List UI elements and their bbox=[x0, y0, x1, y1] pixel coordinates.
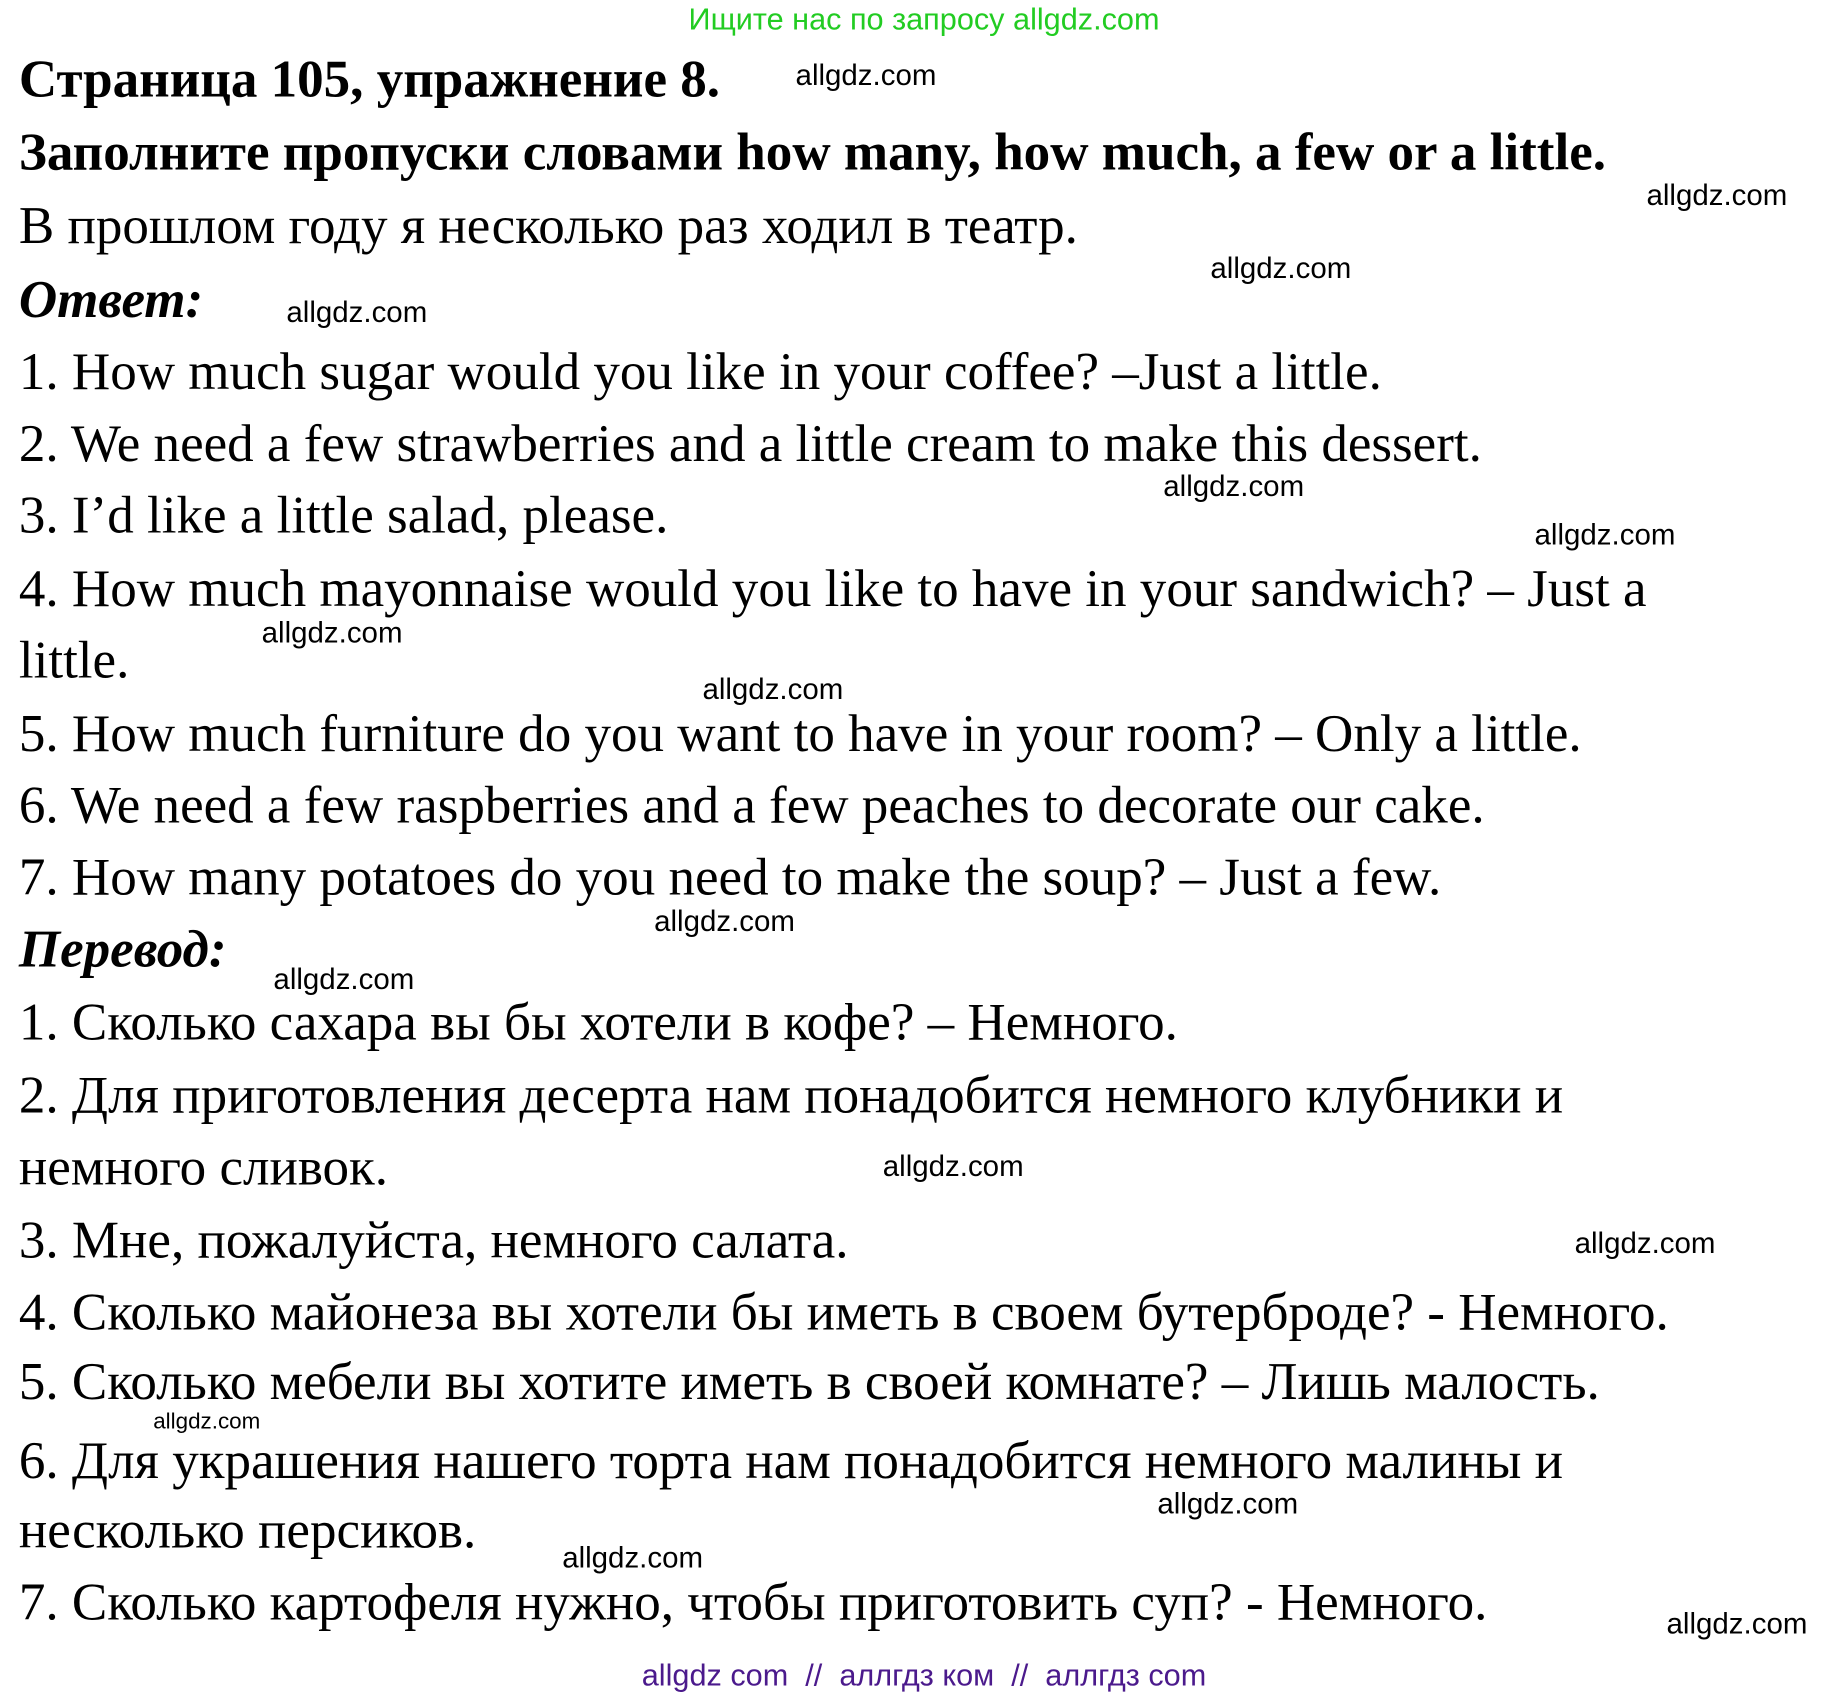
translation-line: 2. Для приготовления десерта нам понадобится немного клубники и bbox=[18, 1065, 1564, 1125]
search-banner: Ищите нас по запросу allgdz.com bbox=[688, 1, 1160, 37]
watermark: allgdz.com bbox=[654, 905, 795, 939]
watermark: allgdz.com bbox=[261, 616, 403, 650]
answer-line: 4. How much mayonnaise would you like to have in your sandwich? – Just a bbox=[18, 558, 1647, 618]
watermark: allgdz.com bbox=[1210, 252, 1352, 286]
translation-line: несколько персиков. bbox=[18, 1500, 477, 1560]
translation-line: немного сливок. bbox=[18, 1137, 389, 1197]
watermark: allgdz.com bbox=[1666, 1607, 1808, 1641]
translation-line: 4. Сколько майонеза вы хотели бы иметь в своем бутерброде? - Немного. bbox=[18, 1282, 1669, 1342]
answer-heading: Ответ: bbox=[18, 269, 204, 329]
watermark: allgdz.com bbox=[702, 672, 844, 706]
watermark: allgdz.com bbox=[1646, 179, 1788, 213]
answer-line: 1. How much sugar would you like in your coffee? –Just a little. bbox=[18, 341, 1382, 401]
translation-line: 7. Сколько картофеля нужно, чтобы приготовить суп? - Немного. bbox=[18, 1572, 1488, 1632]
watermark: allgdz.com bbox=[286, 295, 428, 329]
exercise-sentence: В прошлом году я несколько раз ходил в театр. bbox=[18, 195, 1078, 255]
translation-line: 5. Сколько мебели вы хотите иметь в своей комнате? – Лишь малость. bbox=[18, 1351, 1600, 1411]
exercise-instruction: Заполните пропуски словами how many, how much, a few or a little. bbox=[18, 122, 1607, 182]
watermark: allgdz.com bbox=[1157, 1487, 1299, 1521]
watermark: allgdz.com bbox=[153, 1409, 261, 1435]
watermark: allgdz.com bbox=[562, 1541, 704, 1575]
footer-links: allgdz com // аллгдз ком // аллгдз com bbox=[641, 1657, 1207, 1693]
translation-heading: Перевод: bbox=[18, 919, 227, 979]
answer-line: 6. We need a few raspberries and a few peaches to decorate our cake. bbox=[18, 775, 1485, 835]
watermark: allgdz.com bbox=[882, 1150, 1024, 1184]
watermark: allgdz.com bbox=[1574, 1226, 1716, 1260]
answer-line: 2. We need a few strawberries and a little cream to make this dessert. bbox=[18, 413, 1482, 473]
watermark: allgdz.com bbox=[1534, 518, 1676, 552]
translation-line: 3. Мне, пожалуйста, немного салата. bbox=[18, 1210, 849, 1270]
answer-line: 3. I’d like a little salad, please. bbox=[18, 485, 669, 545]
translation-line: 1. Сколько сахара вы бы хотели в кофе? – Немного. bbox=[18, 992, 1178, 1052]
watermark: allgdz.com bbox=[273, 962, 415, 996]
watermark: allgdz.com bbox=[795, 58, 937, 92]
translation-line: 6. Для украшения нашего торта нам понадобится немного малины и bbox=[18, 1430, 1564, 1490]
answer-line: 5. How much furniture do you want to have in your room? – Only a little. bbox=[18, 703, 1582, 763]
page-title: Страница 105, упражнение 8. bbox=[18, 49, 721, 109]
answer-line: 7. How many potatoes do you need to make the soup? – Just a few. bbox=[18, 847, 1442, 907]
watermark: allgdz.com bbox=[1163, 470, 1305, 504]
answer-line: little. bbox=[18, 630, 130, 690]
